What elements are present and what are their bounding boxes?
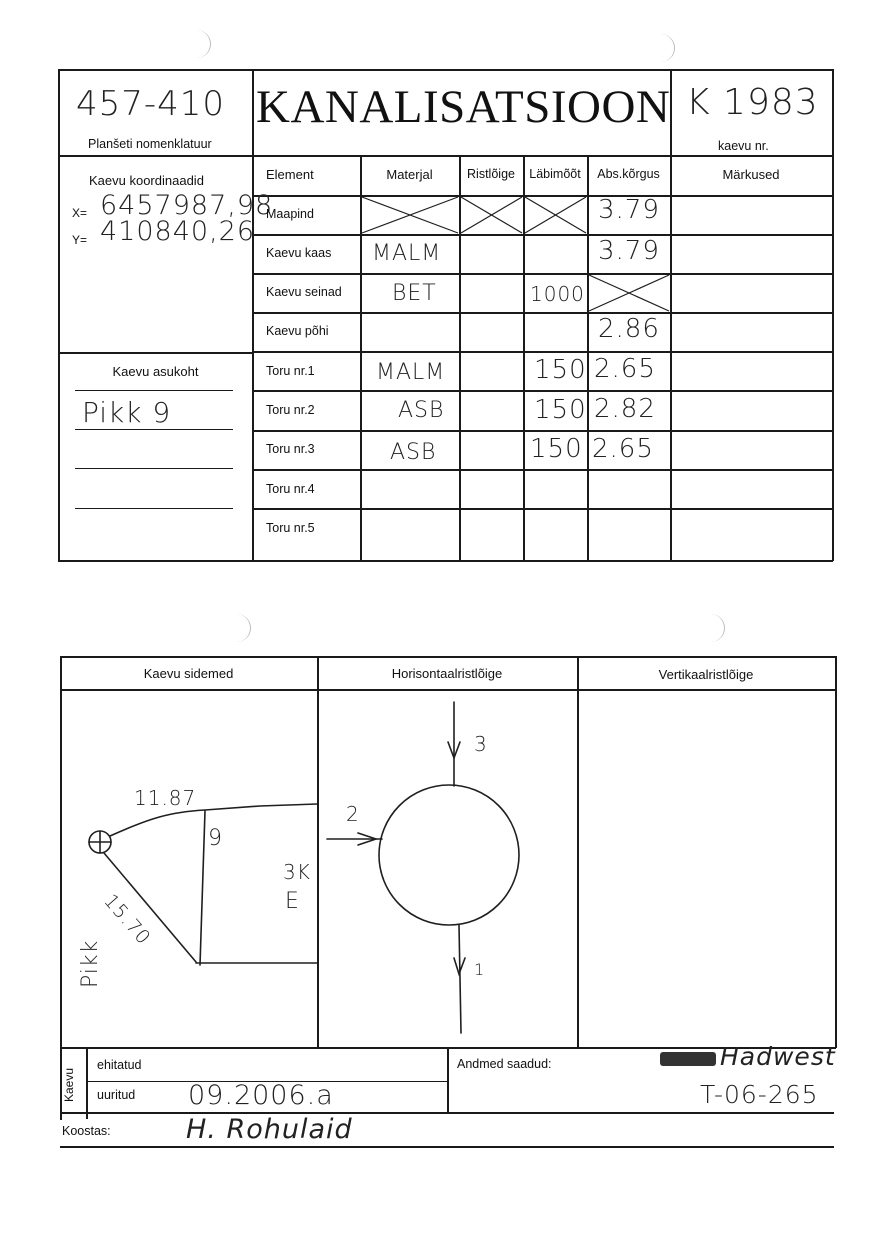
distance-diagonal-value: 15.70 [99,890,155,950]
y-coordinate-value: 410840,26 [100,216,256,247]
diameter-value: 150 [530,434,583,464]
tab-well-connections: Kaevu sidemed [143,666,234,681]
well-number-label: kaevu nr. [718,139,769,153]
diameter-value: 1000 [530,282,585,306]
pipe-2-label: 2 [346,802,360,826]
compiled-label: Koostas: [62,1124,111,1138]
table-row-label: Maapind [266,207,314,221]
header-element: Element [266,167,314,182]
page-title: KANALISATSIOON [256,81,671,133]
header-diameter: Läbimõõt [529,167,581,181]
tab-vertical-section: Vertikaalristlõige [658,667,754,682]
pipe-3-label: 3 [474,732,488,756]
location-label: Kaevu asukoht [112,364,199,379]
material-value: MALM [372,241,442,266]
location-value: Pikk 9 [82,396,172,429]
tab-horizontal-section: Horisontaalristlõige [391,666,503,681]
table-row-label: Toru nr.5 [266,521,315,535]
abs-height-value: 2.86 [598,314,660,344]
table-row-label: Kaevu seinad [266,285,342,299]
table-row-label: Toru nr.1 [266,364,315,378]
material-value: ASB [398,398,445,423]
building-type: E [285,889,300,914]
table-row-label: Toru nr.3 [266,442,315,456]
x-coordinate-label: X= [72,206,88,220]
data-source-label: Andmed saadud: [457,1057,552,1071]
header-material: Materjal [386,167,433,182]
abs-height-value: 2.82 [594,394,656,424]
header-abs-height: Abs.kõrgus [597,167,660,181]
data-source-value: Hadwest [720,1042,836,1071]
built-label: ehitatud [97,1058,142,1072]
coordinates-label: Kaevu koordinaadid [89,173,204,188]
pipe-1-label: 1 [474,960,486,979]
distance-top-value: 11.87 [134,786,197,810]
building-label: 3K [283,860,311,884]
table-row-label: Kaevu põhi [266,324,329,338]
house-number-value: 9 [208,826,223,851]
sheet-number-label: Planšeti nomenklatuur [88,137,212,151]
header-notes: Märkused [722,167,780,182]
surveyed-value: 09.2006.a [188,1080,334,1111]
sheet-number-value: 457-410 [76,84,226,124]
table-row-label: Toru nr.4 [266,482,315,496]
data-source-code: T-06-265 [700,1080,819,1109]
abs-height-value: 2.65 [594,354,656,384]
material-value: ASB [390,440,437,465]
material-value: MALM [376,360,446,385]
diameter-value: 150 [534,355,587,385]
table-row-label: Kaevu kaas [266,246,332,260]
table-row-label: Toru nr.2 [266,403,315,417]
compiled-value: H. Rohulaid [186,1114,353,1145]
x-coordinate-value: 6457987,98 [100,190,274,221]
street-label: Pikk [78,939,103,988]
abs-height-value: 2.65 [592,434,654,464]
y-coordinate-label: Y= [72,233,88,247]
well-number-value: K 1983 [686,82,819,123]
abs-height-value: 3.79 [598,195,660,225]
header-cross-section: Ristlõige [467,167,515,181]
material-value: BET [392,281,437,306]
surveyed-label: uuritud [97,1088,136,1102]
abs-height-value: 3.79 [598,236,660,266]
diameter-value: 150 [534,395,587,425]
well-side-label: Kaevu [62,1067,76,1102]
